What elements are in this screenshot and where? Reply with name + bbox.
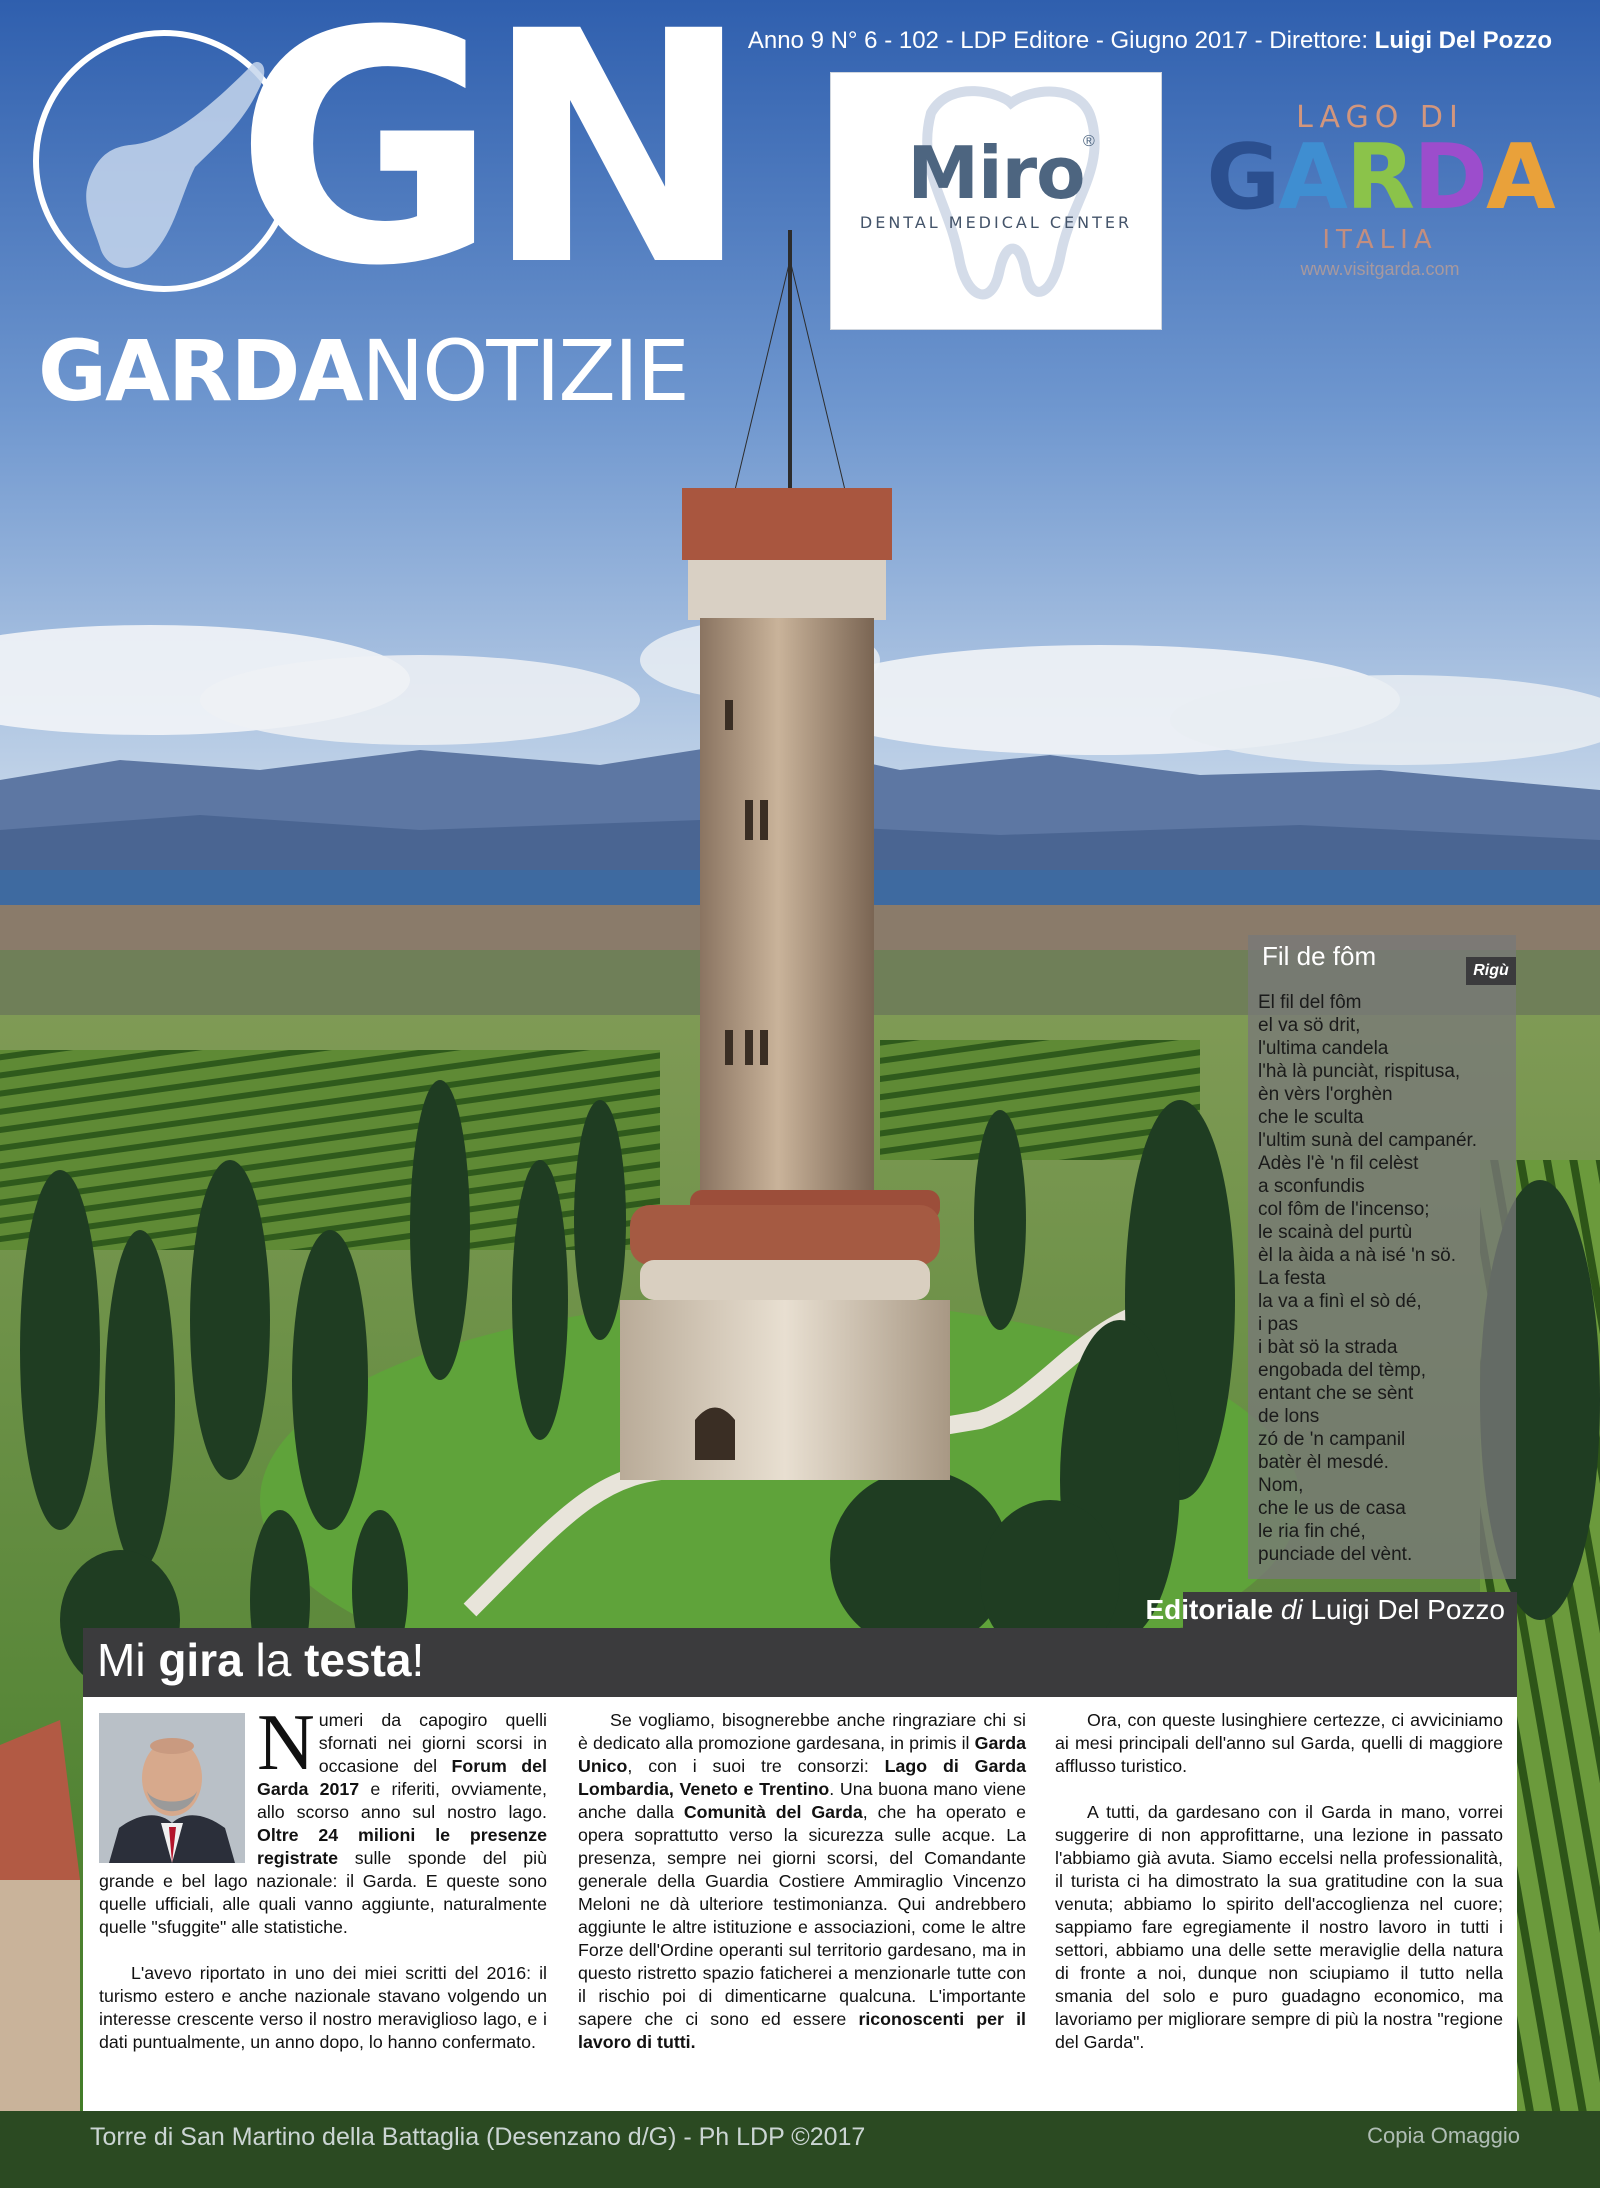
poem-line: che le us de casa xyxy=(1258,1498,1406,1519)
poem-box xyxy=(1248,935,1516,1579)
editorial-label-tab xyxy=(1145,1592,1517,1628)
poem-line: èl la àida a nà isé 'n sö. xyxy=(1258,1245,1456,1266)
poem-line: El fil del fôm xyxy=(1258,992,1362,1013)
headline-part: ! xyxy=(411,1634,425,1686)
garda-letter: G xyxy=(1206,125,1279,230)
miro-tagline: DENTAL MEDICAL CENTER xyxy=(859,213,1133,232)
lago-di-garda-logo[interactable] xyxy=(1205,100,1555,300)
poem-line: La festa xyxy=(1258,1268,1326,1289)
text-run: Garda Unico xyxy=(578,1733,1026,1776)
poem-line: l'ultima candela xyxy=(1258,1038,1389,1059)
text-run: , che ha operato e opera soprattutto verso la sicurezza sulle acque. La presenza, sempre nei giorni scorsi, del Comandante generale della Guardia Costiere Ammiraglio Vincenzo Meloni ne dà ulteriore testimonianza. Qui andrebbero aggiunte le altre istituzione e associazioni, come le altre Forze dell'Ordine operanti sul territorio gardesano, ma in questo ristretto spazio faticherei a menzionarle tutte con il rischio poi di dimenticarne qualcuna. L'importante sapere che ci sono ed essere xyxy=(578,1802,1026,2029)
garda-letter: D xyxy=(1413,125,1486,230)
poem-line: punciade del vènt. xyxy=(1258,1544,1413,1565)
photo-caption: Torre di San Martino della Battaglia (Desenzano d/G) - Ph LDP ©2017 xyxy=(90,2123,866,2151)
text-run: Lago di Garda Lombardia, Veneto e Trentino xyxy=(578,1756,1026,1799)
garda-logo-top: LAGO DI xyxy=(1296,100,1464,135)
poem-line: i pas xyxy=(1258,1314,1299,1335)
miro-registered-mark: ® xyxy=(1083,133,1095,150)
paragraph: A tutti, da gardesano con il Garda in mano, vorrei suggerire di non approfittarne, una lezione in passato l'abbiamo già avuta. Siamo eccelsi nella professionalità, il turista ci ha dimostrato la sua gratitudine con la sua venuta; abbiamo lo spirito dell'accoglienza nel cuore; sappiamo fare egregiamente il nostro lavoro in tutti i settori, abbiamo una delle sette meraviglie della natura di fronte a noi, dunque non sciupiamo il tutto nella smania del solo e puro guadagno economico, ma lavoriamo per migliorare sempre di più la nostra "regione del Garda". xyxy=(1055,1802,1503,2052)
garda-logo-bottom: ITALIA xyxy=(1322,225,1438,255)
poem-line: Nom, xyxy=(1258,1475,1304,1496)
poem-line: de lons xyxy=(1258,1406,1320,1427)
wordmark-light: NOTIZIE xyxy=(361,322,688,420)
garda-letter: A xyxy=(1278,125,1346,230)
poem-line: entant che se sènt xyxy=(1258,1383,1414,1404)
issue-director: Luigi Del Pozzo xyxy=(1374,27,1552,54)
logo-letters: GN xyxy=(235,0,738,336)
editorial-column-3 xyxy=(1055,1709,1503,2054)
masthead xyxy=(30,0,750,425)
paragraph: Ora, con queste lusinghiere certezze, ci avviciniamo ai mesi principali dell'anno sul Garda, quelli di maggiore afflusso turistico. xyxy=(1055,1710,1503,1776)
text-run: Se vogliamo, bisognerebbe anche ringraziare chi si è dedicato alla promozione gardesana, in primis il xyxy=(578,1710,1026,1753)
garda-logo-word xyxy=(1205,125,1555,230)
poem-author: Rigù xyxy=(1466,957,1516,985)
poem-line: batèr èl mesdé. xyxy=(1258,1452,1389,1473)
poem-title: Fil de fôm xyxy=(1262,941,1377,971)
editorial-label xyxy=(1145,1592,1505,1628)
text-run: Comunità del Garda xyxy=(683,1802,863,1822)
text-run: e riferiti, ovviamente, allo scorso anno sul nostro lago. xyxy=(257,1779,547,1822)
poem-line: col fôm de l'incenso; xyxy=(1258,1199,1430,1220)
editorial-column-1 xyxy=(99,1699,547,2054)
text-run: . Una buona mano viene anche dalla xyxy=(578,1779,1026,1822)
poem-line: che le sculta xyxy=(1258,1107,1364,1128)
text-run: , con i suoi tre consorzi: xyxy=(627,1756,885,1776)
poem-line: le ria fin ché, xyxy=(1258,1521,1366,1542)
text-run: sulle sponde del più grande e bel lago nazionale: il Garda. E queste sono quelle ufficiali, alle quali vanno aggiunte, naturalmente quelle "sfuggite" alle statistiche. xyxy=(99,1848,547,1937)
poem-line: le scainà del purtù xyxy=(1258,1222,1413,1243)
headline-part: Mi xyxy=(97,1634,159,1686)
headline-part: gira xyxy=(158,1634,243,1686)
poem-line: zó de 'n campanil xyxy=(1258,1429,1406,1450)
poem-line: engobada del tèmp, xyxy=(1258,1360,1426,1381)
editorial-by: di xyxy=(1280,1594,1303,1625)
editorial-headline xyxy=(97,1633,424,1687)
garda-logo-url: www.visitgarda.com xyxy=(1300,259,1460,279)
free-copy-note: Copia Omaggio xyxy=(1367,2123,1520,2148)
paragraph: L'avevo riportato in uno dei miei scritti del 2016: il turismo estero e anche nazionale stavano volgendo un interesse crescente verso il nostro meraviglioso lago, e i dati puntualmente, un anno dopo, lo hanno confermato. xyxy=(99,1963,547,2052)
garda-letter: A xyxy=(1485,125,1554,230)
poem-line: a sconfundis xyxy=(1258,1176,1365,1197)
headline-part: la xyxy=(242,1634,305,1686)
issue-line xyxy=(748,27,1552,55)
poem-lines xyxy=(1258,991,1477,1566)
poem-line: Adès l'è 'n fil celèst xyxy=(1258,1153,1419,1174)
masthead-wordmark xyxy=(38,322,688,420)
headline-part: testa xyxy=(304,1634,412,1686)
wordmark-bold: GARDA xyxy=(38,322,362,420)
editorial-author: Luigi Del Pozzo xyxy=(1310,1594,1505,1625)
miro-name: Miro xyxy=(907,131,1085,215)
editorial-section: Editoriale xyxy=(1145,1594,1274,1625)
issue-info: Anno 9 N° 6 - 102 - LDP Editore - Giugno 2017 - Direttore: xyxy=(747,27,1368,54)
text-run: riconoscenti per il lavoro di tutti. xyxy=(578,2009,1026,2052)
text-run: Oltre 24 milioni le presenze registrate xyxy=(257,1825,547,1868)
poem-line: èn vèrs l'orghèn xyxy=(1258,1084,1393,1105)
poem-line: la va a finì el sò dé, xyxy=(1258,1291,1422,1312)
text-run: umeri da capogiro quelli sfornati nei giorni scorsi in occasione del xyxy=(318,1710,547,1776)
editorial-body xyxy=(83,1697,1517,2111)
editorial-column-2 xyxy=(578,1709,1026,2054)
garda-letter: R xyxy=(1345,125,1414,230)
text-run: Forum del Garda 2017 xyxy=(257,1756,547,1799)
poem-line: el va sö drit, xyxy=(1258,1015,1361,1036)
author-portrait xyxy=(99,1713,245,1863)
poem-line: i bàt sö la strada xyxy=(1258,1337,1398,1358)
poem-line: l'ultim sunà del campanér. xyxy=(1258,1130,1478,1151)
drop-cap: N xyxy=(257,1699,315,1787)
editorial-header xyxy=(83,1594,1517,1697)
miro-ad[interactable] xyxy=(830,72,1162,330)
poem-line: l'hà là punciàt, rispitusa, xyxy=(1258,1061,1461,1082)
